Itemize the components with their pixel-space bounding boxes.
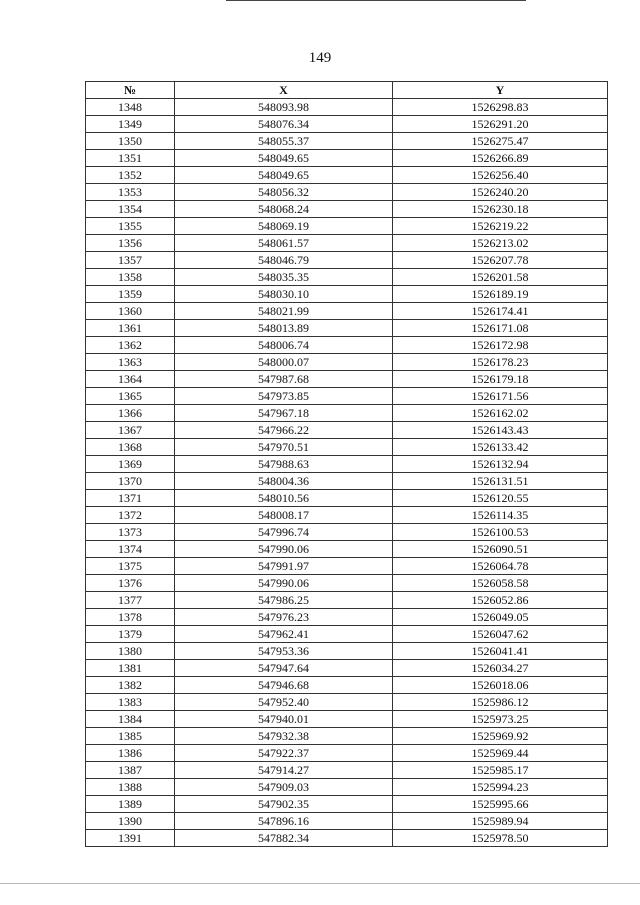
y-coordinate-cell: 1526174.41 — [393, 303, 608, 320]
point-number-cell: 1378 — [86, 609, 175, 626]
table-row — [86, 609, 608, 626]
table-body — [86, 99, 608, 847]
point-number-cell: 1368 — [86, 439, 175, 456]
y-coordinate-cell: 1525994.23 — [393, 779, 608, 796]
point-number-cell: 1372 — [86, 507, 175, 524]
y-coordinate-cell: 1525986.12 — [393, 694, 608, 711]
table-row — [86, 813, 608, 830]
table-row — [86, 728, 608, 745]
x-coordinate-cell: 547940.01 — [175, 711, 393, 728]
table-row — [86, 745, 608, 762]
y-coordinate-cell: 1526171.56 — [393, 388, 608, 405]
table-row — [86, 643, 608, 660]
point-number-cell: 1388 — [86, 779, 175, 796]
table-row — [86, 150, 608, 167]
point-number-cell: 1385 — [86, 728, 175, 745]
table-row — [86, 218, 608, 235]
table-row — [86, 762, 608, 779]
y-coordinate-cell: 1526132.94 — [393, 456, 608, 473]
y-coordinate-cell: 1526052.86 — [393, 592, 608, 609]
x-coordinate-cell: 548010.56 — [175, 490, 393, 507]
x-coordinate-cell: 548055.37 — [175, 133, 393, 150]
table-row — [86, 677, 608, 694]
table-row — [86, 388, 608, 405]
y-coordinate-cell: 1526298.83 — [393, 99, 608, 116]
point-number-cell: 1350 — [86, 133, 175, 150]
x-coordinate-cell: 548076.34 — [175, 116, 393, 133]
x-coordinate-cell: 547970.51 — [175, 439, 393, 456]
header-y: Y — [393, 82, 608, 99]
x-coordinate-cell: 547953.36 — [175, 643, 393, 660]
table-row — [86, 201, 608, 218]
y-coordinate-cell: 1526240.20 — [393, 184, 608, 201]
table-row — [86, 269, 608, 286]
x-coordinate-cell: 548093.98 — [175, 99, 393, 116]
point-number-cell: 1348 — [86, 99, 175, 116]
table-row — [86, 99, 608, 116]
point-number-cell: 1377 — [86, 592, 175, 609]
table-row — [86, 133, 608, 150]
y-coordinate-cell: 1526058.58 — [393, 575, 608, 592]
table-row — [86, 320, 608, 337]
y-coordinate-cell: 1526201.58 — [393, 269, 608, 286]
point-number-cell: 1384 — [86, 711, 175, 728]
y-coordinate-cell: 1525978.50 — [393, 830, 608, 847]
point-number-cell: 1362 — [86, 337, 175, 354]
table-row — [86, 422, 608, 439]
point-number-cell: 1349 — [86, 116, 175, 133]
x-coordinate-cell: 547952.40 — [175, 694, 393, 711]
table-row — [86, 371, 608, 388]
table-row — [86, 796, 608, 813]
point-number-cell: 1391 — [86, 830, 175, 847]
y-coordinate-cell: 1526171.08 — [393, 320, 608, 337]
x-coordinate-cell: 547966.22 — [175, 422, 393, 439]
x-coordinate-cell: 547991.97 — [175, 558, 393, 575]
table-header-row — [86, 82, 608, 99]
point-number-cell: 1356 — [86, 235, 175, 252]
y-coordinate-cell: 1526219.22 — [393, 218, 608, 235]
point-number-cell: 1373 — [86, 524, 175, 541]
x-coordinate-cell: 547986.25 — [175, 592, 393, 609]
table-row — [86, 830, 608, 847]
x-coordinate-cell: 548000.07 — [175, 354, 393, 371]
y-coordinate-cell: 1526207.78 — [393, 252, 608, 269]
y-coordinate-cell: 1525969.44 — [393, 745, 608, 762]
y-coordinate-cell: 1526120.55 — [393, 490, 608, 507]
table-row — [86, 592, 608, 609]
table-row — [86, 405, 608, 422]
point-number-cell: 1374 — [86, 541, 175, 558]
x-coordinate-cell: 547973.85 — [175, 388, 393, 405]
table-row — [86, 626, 608, 643]
table-row — [86, 711, 608, 728]
x-coordinate-cell: 548021.99 — [175, 303, 393, 320]
x-coordinate-cell: 548006.74 — [175, 337, 393, 354]
x-coordinate-cell: 548061.57 — [175, 235, 393, 252]
table-row — [86, 439, 608, 456]
y-coordinate-cell: 1526230.18 — [393, 201, 608, 218]
y-coordinate-cell: 1526256.40 — [393, 167, 608, 184]
table-row — [86, 541, 608, 558]
coordinates-table — [85, 81, 608, 847]
point-number-cell: 1387 — [86, 762, 175, 779]
point-number-cell: 1352 — [86, 167, 175, 184]
header-x: X — [175, 82, 393, 99]
bottom-rule — [0, 883, 640, 884]
point-number-cell: 1365 — [86, 388, 175, 405]
table-row — [86, 235, 608, 252]
point-number-cell: 1370 — [86, 473, 175, 490]
x-coordinate-cell: 547922.37 — [175, 745, 393, 762]
x-coordinate-cell: 547902.35 — [175, 796, 393, 813]
x-coordinate-cell: 548049.65 — [175, 150, 393, 167]
point-number-cell: 1360 — [86, 303, 175, 320]
table-row — [86, 779, 608, 796]
point-number-cell: 1379 — [86, 626, 175, 643]
point-number-cell: 1389 — [86, 796, 175, 813]
y-coordinate-cell: 1526018.06 — [393, 677, 608, 694]
top-rule — [226, 0, 526, 1]
x-coordinate-cell: 547967.18 — [175, 405, 393, 422]
y-coordinate-cell: 1526064.78 — [393, 558, 608, 575]
table-row — [86, 337, 608, 354]
x-coordinate-cell: 548046.79 — [175, 252, 393, 269]
y-coordinate-cell: 1526049.05 — [393, 609, 608, 626]
table-row — [86, 558, 608, 575]
point-number-cell: 1355 — [86, 218, 175, 235]
y-coordinate-cell: 1526266.89 — [393, 150, 608, 167]
point-number-cell: 1381 — [86, 660, 175, 677]
point-number-cell: 1366 — [86, 405, 175, 422]
y-coordinate-cell: 1525989.94 — [393, 813, 608, 830]
table-row — [86, 456, 608, 473]
point-number-cell: 1367 — [86, 422, 175, 439]
y-coordinate-cell: 1526179.18 — [393, 371, 608, 388]
y-coordinate-cell: 1526143.43 — [393, 422, 608, 439]
y-coordinate-cell: 1526133.42 — [393, 439, 608, 456]
y-coordinate-cell: 1526090.51 — [393, 541, 608, 558]
x-coordinate-cell: 548049.65 — [175, 167, 393, 184]
table-row — [86, 507, 608, 524]
x-coordinate-cell: 548030.10 — [175, 286, 393, 303]
x-coordinate-cell: 548056.32 — [175, 184, 393, 201]
table-row — [86, 694, 608, 711]
y-coordinate-cell: 1526178.23 — [393, 354, 608, 371]
y-coordinate-cell: 1525969.92 — [393, 728, 608, 745]
x-coordinate-cell: 548035.35 — [175, 269, 393, 286]
y-coordinate-cell: 1526275.47 — [393, 133, 608, 150]
table-row — [86, 575, 608, 592]
y-coordinate-cell: 1526047.62 — [393, 626, 608, 643]
table-row — [86, 524, 608, 541]
x-coordinate-cell: 547896.16 — [175, 813, 393, 830]
x-coordinate-cell: 547990.06 — [175, 575, 393, 592]
y-coordinate-cell: 1525995.66 — [393, 796, 608, 813]
y-coordinate-cell: 1526041.41 — [393, 643, 608, 660]
x-coordinate-cell: 547914.27 — [175, 762, 393, 779]
y-coordinate-cell: 1526131.51 — [393, 473, 608, 490]
x-coordinate-cell: 547987.68 — [175, 371, 393, 388]
x-coordinate-cell: 548068.24 — [175, 201, 393, 218]
point-number-cell: 1375 — [86, 558, 175, 575]
point-number-cell: 1364 — [86, 371, 175, 388]
y-coordinate-cell: 1526100.53 — [393, 524, 608, 541]
x-coordinate-cell: 547996.74 — [175, 524, 393, 541]
y-coordinate-cell: 1525973.25 — [393, 711, 608, 728]
table-row — [86, 490, 608, 507]
y-coordinate-cell: 1525985.17 — [393, 762, 608, 779]
table-row — [86, 303, 608, 320]
table-row — [86, 167, 608, 184]
table-row — [86, 286, 608, 303]
table-row — [86, 354, 608, 371]
table-row — [86, 473, 608, 490]
x-coordinate-cell: 548069.19 — [175, 218, 393, 235]
y-coordinate-cell: 1526213.02 — [393, 235, 608, 252]
point-number-cell: 1357 — [86, 252, 175, 269]
table-row — [86, 252, 608, 269]
x-coordinate-cell: 548008.17 — [175, 507, 393, 524]
y-coordinate-cell: 1526034.27 — [393, 660, 608, 677]
x-coordinate-cell: 547946.68 — [175, 677, 393, 694]
point-number-cell: 1361 — [86, 320, 175, 337]
table-row — [86, 116, 608, 133]
point-number-cell: 1383 — [86, 694, 175, 711]
header-number: № — [86, 82, 175, 99]
y-coordinate-cell: 1526189.19 — [393, 286, 608, 303]
x-coordinate-cell: 547882.34 — [175, 830, 393, 847]
point-number-cell: 1369 — [86, 456, 175, 473]
point-number-cell: 1363 — [86, 354, 175, 371]
table-row — [86, 660, 608, 677]
x-coordinate-cell: 547976.23 — [175, 609, 393, 626]
point-number-cell: 1371 — [86, 490, 175, 507]
point-number-cell: 1380 — [86, 643, 175, 660]
point-number-cell: 1354 — [86, 201, 175, 218]
x-coordinate-cell: 548004.36 — [175, 473, 393, 490]
point-number-cell: 1353 — [86, 184, 175, 201]
y-coordinate-cell: 1526162.02 — [393, 405, 608, 422]
point-number-cell: 1382 — [86, 677, 175, 694]
x-coordinate-cell: 547962.41 — [175, 626, 393, 643]
point-number-cell: 1386 — [86, 745, 175, 762]
point-number-cell: 1376 — [86, 575, 175, 592]
y-coordinate-cell: 1526114.35 — [393, 507, 608, 524]
point-number-cell: 1390 — [86, 813, 175, 830]
y-coordinate-cell: 1526291.20 — [393, 116, 608, 133]
x-coordinate-cell: 548013.89 — [175, 320, 393, 337]
page-number: 149 — [308, 50, 332, 66]
x-coordinate-cell: 547990.06 — [175, 541, 393, 558]
x-coordinate-cell: 547932.38 — [175, 728, 393, 745]
point-number-cell: 1358 — [86, 269, 175, 286]
point-number-cell: 1359 — [86, 286, 175, 303]
x-coordinate-cell: 547947.64 — [175, 660, 393, 677]
x-coordinate-cell: 547988.63 — [175, 456, 393, 473]
table-row — [86, 184, 608, 201]
x-coordinate-cell: 547909.03 — [175, 779, 393, 796]
y-coordinate-cell: 1526172.98 — [393, 337, 608, 354]
point-number-cell: 1351 — [86, 150, 175, 167]
